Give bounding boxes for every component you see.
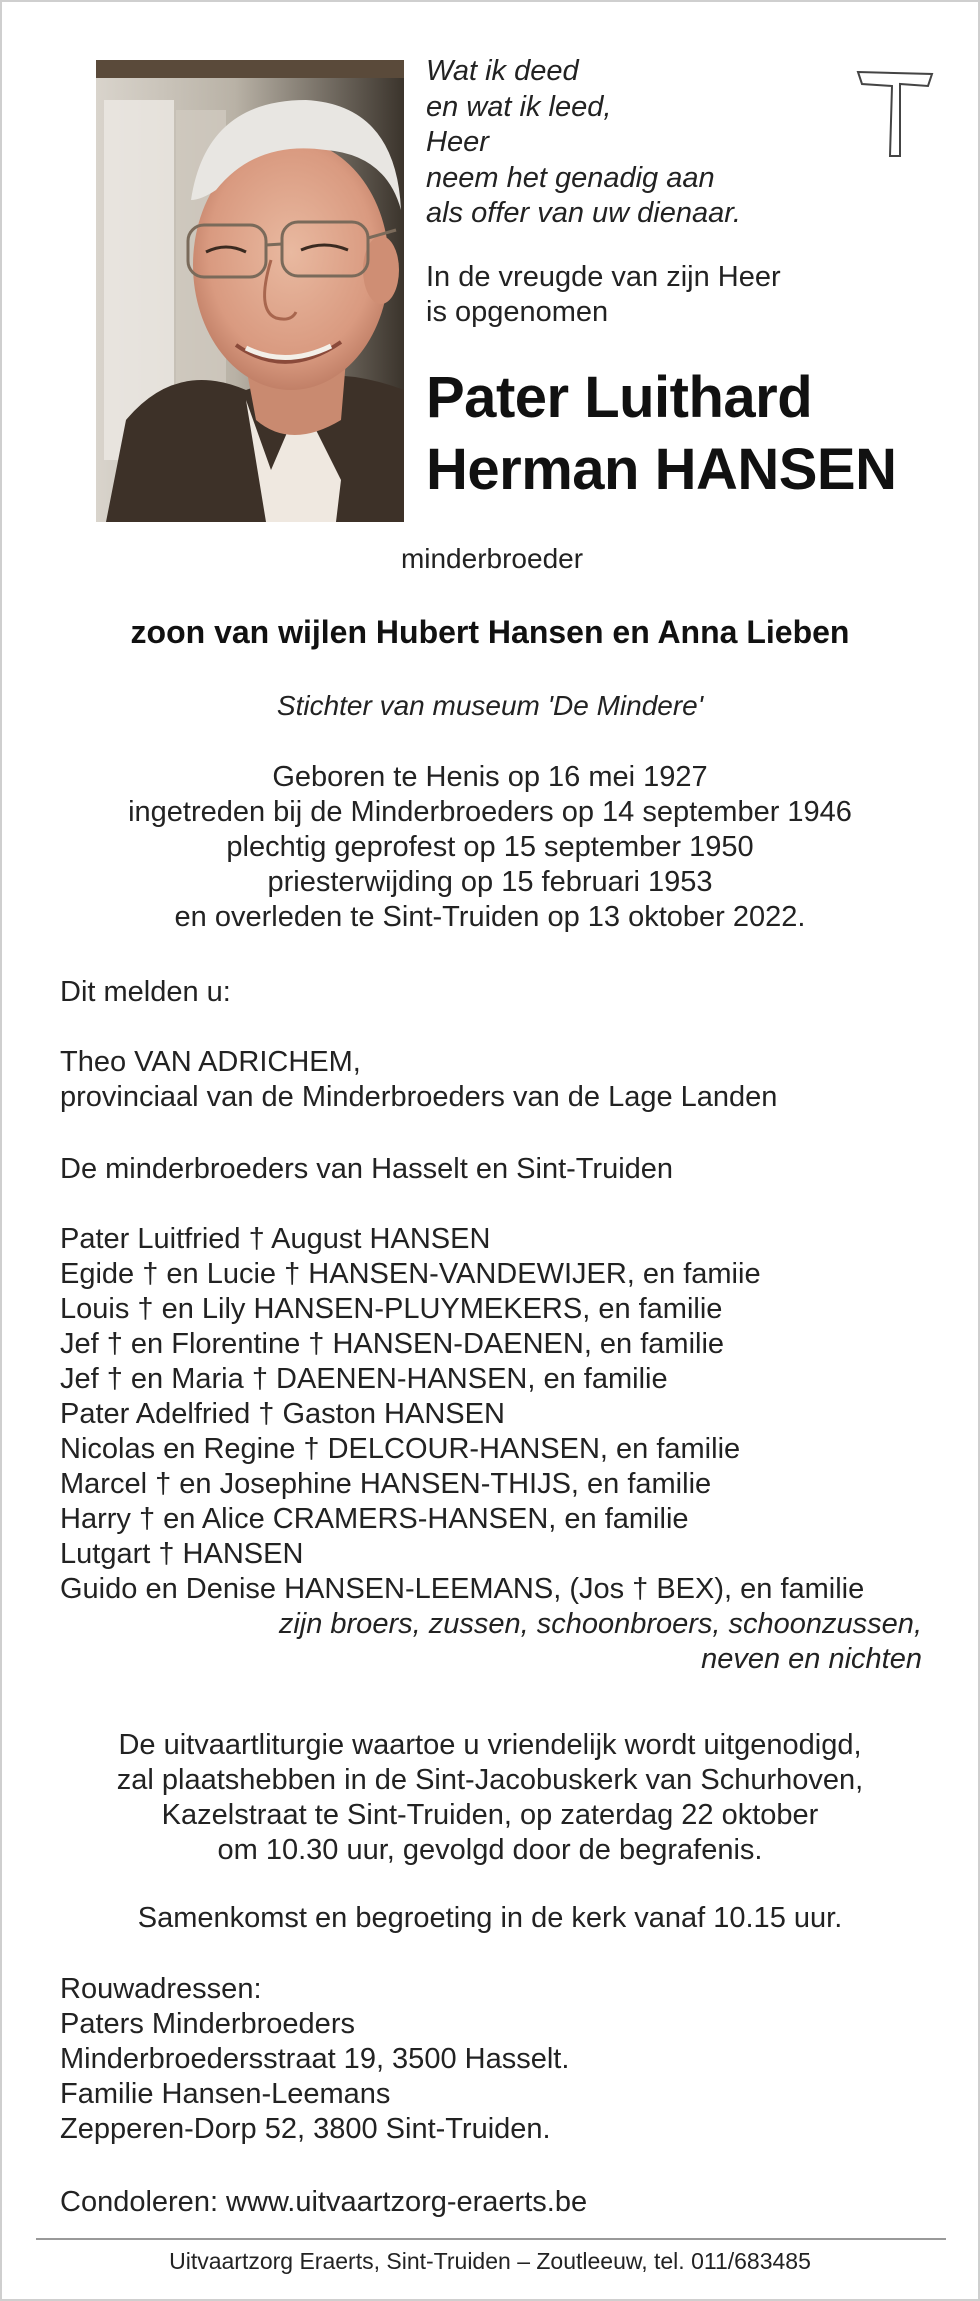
date-line: priesterwijding op 15 februari 1953: [267, 866, 713, 898]
provincial-name: Theo VAN ADRICHEM,: [60, 1046, 361, 1078]
funeral-info: [2, 1728, 978, 1868]
parents-line: zoon van wijlen Hubert Hansen en Anna Lieben: [130, 614, 850, 650]
provincial-block: [60, 1045, 777, 1115]
address-line: Rouwadressen:: [60, 1973, 262, 2005]
date-line: en overleden te Sint-Truiden op 13 oktober 2022.: [174, 901, 806, 933]
poem-line: Wat ik deed: [426, 55, 579, 87]
funeral-line: Kazelstraat te Sint-Truiden, op zaterdag 22 oktober: [161, 1799, 819, 1831]
poem-line: Heer: [426, 126, 489, 158]
memorial-poem: [426, 54, 741, 232]
mourning-addresses: [60, 1972, 569, 2147]
family-item: Louis † en Lily HANSEN-PLUYMEKERS, en familie: [60, 1293, 723, 1325]
tau-cross-icon: [854, 64, 936, 160]
address-line: Familie Hansen-Leemans: [60, 2078, 391, 2110]
condolences-text: Condoleren: www.uitvaartzorg-eraerts.be: [60, 2186, 588, 2218]
family-item: Lutgart † HANSEN: [60, 1538, 304, 1570]
portrait-photo: [96, 60, 404, 522]
portrait-illustration: [96, 60, 404, 522]
relations-line: zijn broers, zussen, schoonbroers, schoonzussen,: [278, 1608, 922, 1640]
community-line: [60, 1152, 673, 1187]
announce-text: Dit melden u:: [60, 976, 231, 1008]
provincial-title: provinciaal van de Minderbroeders van de Lage Landen: [60, 1081, 778, 1113]
family-item: Pater Luitfried † August HANSEN: [60, 1223, 491, 1255]
name-line-1: Pater Luithard: [426, 365, 813, 430]
funeral-line: De uitvaartliturgie waartoe u vriendelijk wordt uitgenodigd,: [118, 1729, 862, 1761]
community-text: De minderbroeders van Hasselt en Sint-Truiden: [60, 1153, 674, 1185]
received-line: is opgenomen: [426, 296, 609, 328]
relations-line: neven en nichten: [701, 1643, 922, 1675]
date-line: plechtig geprofest op 15 september 1950: [226, 831, 754, 863]
gathering-line: Samenkomst en begroeting in de kerk vanaf 10.15 uur.: [137, 1902, 843, 1934]
poem-line: en wat ik leed,: [426, 90, 612, 123]
funeral-line: zal plaatshebben in de Sint-Jacobuskerk van Schurhoven,: [116, 1764, 864, 1796]
family-list: [60, 1222, 864, 1607]
family-item: Marcel † en Josephine HANSEN-THIJS, en familie: [60, 1468, 712, 1500]
received-line: In de vreugde van zijn Heer: [426, 261, 781, 293]
address-line: Minderbroedersstraat 19, 3500 Hasselt.: [60, 2043, 570, 2075]
poem-line: als offer van uw dienaar.: [426, 197, 741, 229]
condolences-line: [60, 2185, 587, 2220]
date-line: ingetreden bij de Minderbroeders op 14 september 1946: [128, 796, 852, 828]
received-phrase: [426, 260, 781, 330]
poem-line: neem het genadig aan: [426, 161, 715, 194]
family-item: Jef † en Maria † DAENEN-HANSEN, en familie: [60, 1363, 668, 1395]
founder-line: Stichter van museum 'De Mindere': [276, 690, 704, 721]
role-label: [2, 543, 980, 575]
date-line: Geboren te Henis op 16 mei 1927: [272, 761, 708, 793]
footer-undertaker: Uitvaartzorg Eraerts, Sint-Truiden – Zoutleeuw, tel. 011/683485: [169, 2248, 811, 2274]
address-line: Zepperen-Dorp 52, 3800 Sint-Truiden.: [60, 2113, 551, 2145]
footer-divider: [36, 2238, 946, 2240]
family-item: Pater Adelfried † Gaston HANSEN: [60, 1398, 505, 1430]
life-dates: [2, 760, 978, 935]
funeral-line: om 10.30 uur, gevolgd door de begrafenis.: [217, 1834, 763, 1866]
address-line: Paters Minderbroeders: [60, 2008, 355, 2040]
family-item: Harry † en Alice CRAMERS-HANSEN, en familie: [60, 1503, 689, 1535]
role-text: minderbroeder: [400, 543, 584, 574]
deceased-name: [426, 362, 897, 506]
relations-note: [279, 1607, 922, 1677]
announce-line: [60, 975, 231, 1010]
family-item: Jef † en Florentine † HANSEN-DAENEN, en familie: [60, 1328, 725, 1360]
name-line-2: Herman HANSEN: [426, 437, 897, 502]
family-item: Egide † en Lucie † HANSEN-VANDEWIJER, en famiie: [60, 1258, 761, 1290]
family-item: Guido en Denise HANSEN-LEEMANS, (Jos † BEX), en familie: [60, 1573, 865, 1605]
family-item: Nicolas en Regine † DELCOUR-HANSEN, en familie: [60, 1433, 741, 1465]
